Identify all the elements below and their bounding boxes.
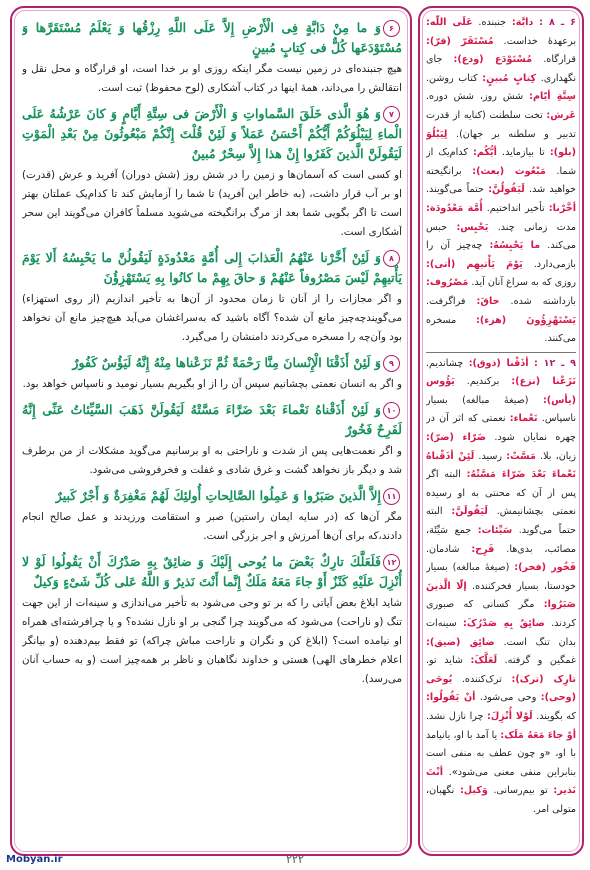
glossary-term: مُسْتَقَرّ (قرّ):	[426, 35, 494, 47]
glossary-definition: مگر کسانی که صبوری کردند.	[426, 599, 576, 629]
glossary-term: سَیِّئات:	[477, 525, 513, 537]
glossary-term: دابَّة:	[511, 17, 534, 28]
glossary-term: یَسْتَهْزِؤُونَ (هزء):	[476, 314, 576, 326]
glossary-term: لَیَقُولُنَّ:	[488, 184, 525, 196]
glossary-definition: روزی که به سراغ آنان آید.	[471, 277, 576, 289]
glossary-term: أوْ جاءَ مَعَهُ مَلَک:	[500, 729, 576, 741]
glossary-term: یُوحَی (وحی):	[426, 673, 576, 704]
glossary-definition: کتاب روشن.	[426, 72, 478, 84]
glossary-term: إلّا الَّذینَ صَبَرُوا:	[426, 580, 576, 611]
glossary-definition: یا آمد با او، یا‌نیامد با او، «و چون عطف به منفی است بنابراین منفی معنی می‌شود».	[426, 729, 576, 778]
glossary-definition: جنبنده.	[478, 17, 507, 28]
glossary-term: سِتَّةِ أیّام:	[529, 91, 576, 103]
page-number: ۲۲۲	[286, 853, 304, 866]
glossary-term: مَسَّتْ:	[506, 450, 536, 462]
glossary-term: أخَّرْنا:	[548, 202, 576, 214]
glossary-definition: البته حتماً می‌گوید.	[426, 506, 576, 537]
glossary-term: كِتابٍ مُبینٍ:	[482, 72, 537, 84]
glossary-definition: مدت زمانی چند.	[497, 221, 576, 233]
verse-arabic	[22, 18, 402, 58]
glossary-definition: ترک‌کننده.	[461, 673, 502, 685]
verse-number-badge: ۶	[383, 20, 400, 37]
glossary-definition: جای نگهداری.	[426, 54, 576, 84]
verse-arabic	[22, 486, 402, 506]
glossary-definition: برکندیم.	[466, 376, 500, 388]
glossary-definition: غمگین و گرفته.	[504, 655, 576, 667]
verse-translation: او کسی است که آسمان‌ها و زمین را در شش روز (شش دوران) آفرید و عرش (قدرت) او بر آب قرار داشت، (به خاطر این آفرید) تا شما را آزمایش کند تا کدام‌یک عملتان بهتر است تا اگر بگویی شما بعد از مرگ برانگیخته می‌شوید مسلماً کافران می‌گویند این سحر آشکاری است.	[22, 169, 402, 238]
verse-translation: شاید ابلاغ بعض آیاتی را که بر تو وحی می‌شود به تأخیر می‌اندازی و سینه‌ات از این جهت تنگ (و ناراحت) می‌شود که می‌گویند چرا گنجی بر او نازل نشده؟ و یا چرافرشته‌ای همراه او نیامده است؟ (ابلاغ کن و نگران و ناراحت مباش چراکه) تو فقط بیم‌دهنده (و بیانگر اعلام خطرهای الهی) هستی و خداوند نگاهبان و ناظر بر همه‌چیز است (و به حساب آنان می‌رسد).	[22, 597, 402, 685]
verses-list	[22, 12, 402, 848]
glossary-term: ضَرّاء (ضرّ):	[426, 432, 486, 444]
glossary-definition: تو بیم‌رسانی.	[493, 785, 548, 797]
glossary-term: یَحْبِس:	[456, 221, 489, 233]
glossary-term: فَرِح:	[471, 543, 495, 555]
verse-translation: و اگر نعمت‌هایی پس از شدت و ناراحتی به او برسانیم می‌گوید مشکلات از من برطرف شد و دیگر باز نخواهد گشت و غرق شادی و غفلت و فخرفروشی می‌شود.	[22, 445, 402, 476]
glossary-definition: برانگیخته خواهید شد.	[426, 165, 576, 196]
verse-text: وَ ما مِنْ دَابَّةٍ فِی الْأَرْضِ إِلاَّ عَلَی اللَّهِ رِزْقُها وَ یَعْلَمُ مُسْتَقَرَّها وَ مُسْتَوْدَعَها كُلٌّ فی‏ كِتابٍ مُبینٍ	[22, 20, 402, 55]
verse-translation: و اگر مجازات را از آنان تا زمان محدود از آن‌ها به تأخیر اندازیم (از روی استهزاء) می‌گویندچه‌چیز مانع آن شده؟ آگاه باشید که به‌سراغشان می‌آید هیچ‌چیز مانع آن نخواهد بود وآن‌چه را مسخره می‌کردند دامنشان را می‌گیرد.	[22, 293, 402, 343]
glossary-definition: تا بیازماید.	[502, 147, 545, 159]
glossary-definition: تخت سلطنت (کنایه از قدرت تدبیر و سلطنه بر جهان).	[426, 109, 576, 140]
glossary-panel	[418, 6, 584, 856]
verse-text: وَ لَئِنْ أَخَّرْنا عَنْهُمُ الْعَذابَ إِلی‏ أُمَّةٍ مَعْدُودَةٍ لَیَقُولُنَّ ما یَحْبِسُهُ أَلا یَوْمَ یَأْتیهِمْ لَیْسَ مَصْرُوفاً عَنْهُمْ وَ حاقَ بِهِمْ ما كانُوا بِهِ یَسْتَهْزِؤُنَ	[22, 250, 402, 285]
glossary-term: فَخُور (فخر):	[514, 562, 576, 574]
quran-text-panel	[10, 6, 412, 856]
glossary-definition: حتماً می‌گویند.	[426, 184, 484, 196]
glossary-definition: فراگرفت.	[426, 295, 466, 307]
glossary-list	[426, 14, 576, 848]
glossary-term: مَصْرُوف:	[426, 277, 469, 289]
glossary-definition: بازداشته شده.	[510, 295, 576, 307]
glossary-term: عَرش:	[546, 109, 576, 121]
verse-text: إِلاَّ الَّذینَ صَبَرُوا وَ عَمِلُوا الصَّالِحاتِ أُولئِكَ لَهُمْ مَغْفِرَةٌ وَ أَجْرٌ كَبیرٌ	[55, 488, 381, 503]
glossary-term: حاقَ:	[476, 295, 500, 307]
glossary-definition: شادمان.	[426, 543, 460, 555]
verse-number-badge: ۱۰	[383, 402, 400, 419]
verse-text: وَ لَئِنْ أَذَقْناهُ نَعْماءَ بَعْدَ ضَرَّاءَ مَسَّتْهُ لَیَقُولَنَّ ذَهَبَ السَّیِّئاتُ عَنِّی إِنَّهُ لَفَرِحٌ فَخُورٌ	[22, 402, 402, 437]
glossary-term: أُمَّة مَعْدُودَة:	[426, 202, 483, 214]
glossary-term: یَوْمَ یَأْتیهِم (أتی):	[426, 258, 523, 270]
glossary-verse-range: ۹ ـ ۱۲ :	[534, 357, 576, 369]
site-watermark: Mobyan.ir	[6, 854, 63, 865]
glossary-term: أنْتَ نَذیر:	[426, 766, 576, 797]
glossary-definition: حبس می‌کند.	[426, 221, 576, 252]
verse-text: فَلَعَلَّكَ تارِكٌ بَعْضَ ما یُوحی‏ إِلَیْكَ وَ ضائِقٌ بِهِ صَدْرُكَ أَنْ یَقُولُوا لَوْ لا أُنْزِلَ عَلَیْهِ كَنْزٌ أَوْ جاءَ مَعَهُ مَلَكٌ إِنَّما أَنْتَ نَذیرٌ وَ اللَّهُ عَلی‏ كُلِّ شَیْ‏ءٍ وَكیلٌ	[22, 554, 402, 589]
glossary-divider	[426, 352, 576, 353]
glossary-term: وَکیل:	[459, 785, 488, 797]
verse-number-badge: ۱۲	[383, 554, 400, 571]
glossary-term: لِیَبْلُوَ (بلو):	[426, 128, 576, 159]
glossary-definition: شاید تو.	[426, 655, 463, 667]
verse-number-badge: ۷	[383, 106, 400, 123]
glossary-term: یَؤُوس (یأس):	[426, 376, 576, 406]
verse-arabic	[22, 552, 402, 592]
glossary-term: ما یَحْبِسُهُ:	[489, 240, 541, 252]
verse-number-badge: ۱۱	[383, 488, 400, 505]
glossary-term: مَبْعُوث (بعث):	[472, 165, 546, 177]
glossary-definition: نگهبان، متولی امر.	[426, 785, 576, 815]
glossary-section	[426, 14, 576, 349]
glossary-definition: کدام‌یک از شما.	[426, 147, 576, 177]
verse-translation: و اگر به انسان نعمتی بچشانیم سپس آن را از او بگیریم بسیار نومید و ناسپاس خواهد بود.	[22, 378, 402, 390]
glossary-term: مُسْتَوْدَع (ودع):	[453, 54, 533, 66]
glossary-definition: (صیغهٔ مبالغه) بسیار ناسپاس.	[426, 394, 576, 425]
verse-arabic	[22, 104, 402, 164]
glossary-section	[426, 355, 576, 820]
glossary-definition: نعمتی که اثر آن در چهره نمایان شود.	[426, 413, 576, 444]
glossary-definition: رسید.	[478, 450, 503, 462]
verse-arabic	[22, 248, 402, 288]
verse-translation: مگر آن‌ها که (در سایه ایمان راستین) صبر و استقامت ورزیدند و عمل صالح انجام دادند،که برای آن‌ها آمرزش و اجر بزرگی است.	[22, 511, 402, 542]
glossary-definition: چرا نازل نشد.	[426, 710, 484, 722]
glossary-term: لَوْلا أُنْزِلَ:	[487, 710, 533, 722]
verse-number-badge: ۹	[383, 355, 400, 372]
glossary-term: تارِک (ترک):	[511, 673, 576, 685]
verse-text: وَ لَئِنْ أَذَقْنَا الْإِنْسانَ مِنَّا رَحْمَةً ثُمَّ نَزَعْناها مِنْهُ إِنَّهُ لَیَؤُسٌ كَفُورٌ	[72, 355, 381, 370]
glossary-term: أیُّکُم:	[473, 147, 497, 159]
glossary-definition: برعهدهٔ خداست.	[503, 35, 576, 47]
glossary-definition: چه‌چیز آن را بازمی‌دارد.	[426, 240, 576, 270]
glossary-verse-range: ۶ ـ ۸ :	[539, 17, 576, 28]
glossary-term: لَعَلَّکَ:	[470, 655, 498, 667]
glossary-definition: البته اگر پس از آن که محنتی به او رسیده نعمتی بچشانیمش.	[426, 469, 576, 518]
glossary-definition: شش روز، شش دوره.	[426, 91, 524, 103]
glossary-definition: زیان، بلا.	[540, 450, 576, 462]
glossary-term: أنْ یَقُولُوا:	[426, 692, 476, 704]
glossary-term: ضائِقٌ بِهِ صَدْرُکَ:	[463, 618, 545, 629]
glossary-term: أذَقْنا (ذوق):	[468, 357, 529, 369]
glossary-term: لَیَقُولَنَّ:	[451, 506, 488, 518]
verse-text: وَ هُوَ الَّذی خَلَقَ السَّماواتِ وَ الْأَرْضَ فی‏ سِتَّةِ أَیَّامٍ وَ كانَ عَرْشُهُ عَلَی الْماءِ لِیَبْلُوَكُمْ أَیُّكُمْ أَحْسَنُ عَمَلاً وَ لَئِنْ قُلْتَ إِنَّكُمْ مَبْعُوثُونَ مِنْ بَعْدِ الْمَوْتِ لَیَقُولَنَّ الَّذینَ كَفَرُوا إِنْ هذا إِلاَّ سِحْرٌ مُبینٌ	[22, 106, 402, 161]
glossary-definition: تأخیر انداختیم.	[486, 202, 545, 214]
glossary-definition: جمع سَیِّئَة، مصائب، بدی‌ها.	[426, 525, 576, 555]
glossary-term: ضائِق (ضیق):	[426, 636, 495, 648]
verse-number-badge: ۸	[383, 250, 400, 267]
verse-arabic	[22, 353, 402, 373]
glossary-term: نَعْماء:	[509, 413, 538, 425]
glossary-definition: که بگویند.	[536, 710, 576, 722]
glossary-definition: قرارگاه.	[543, 54, 576, 66]
verse-translation: هیچ جنبنده‌ای در زمین نیست مگر اینکه روزی او بر خدا است، او قرارگاه و محل نقل و انتقالش را می‌داند، همهٔ اینها در کتاب آشکاری (لوح محفوظ) ثبت است.	[22, 63, 402, 94]
glossary-definition: چشاندیم.	[426, 357, 464, 369]
verse-arabic	[22, 400, 402, 440]
glossary-term: لَئِنْ أذَقْناهُ نَعْماءَ بَعْدَ ضَرّاءَ مَسَّتْهُ:	[426, 450, 576, 481]
glossary-term: عَلَی اللّه:	[426, 17, 473, 28]
glossary-definition: (صیغهٔ مبالغه) بسیار خودستا، بسیار فخرکننده.	[426, 562, 576, 592]
glossary-definition: وحی می‌شود.	[479, 692, 537, 704]
glossary-definition: مسخره می‌کنند.	[426, 314, 576, 345]
glossary-definition: سینه‌ات بدان تنگ است.	[426, 618, 576, 648]
glossary-term: نَزَعْنا (نزع):	[511, 376, 576, 388]
